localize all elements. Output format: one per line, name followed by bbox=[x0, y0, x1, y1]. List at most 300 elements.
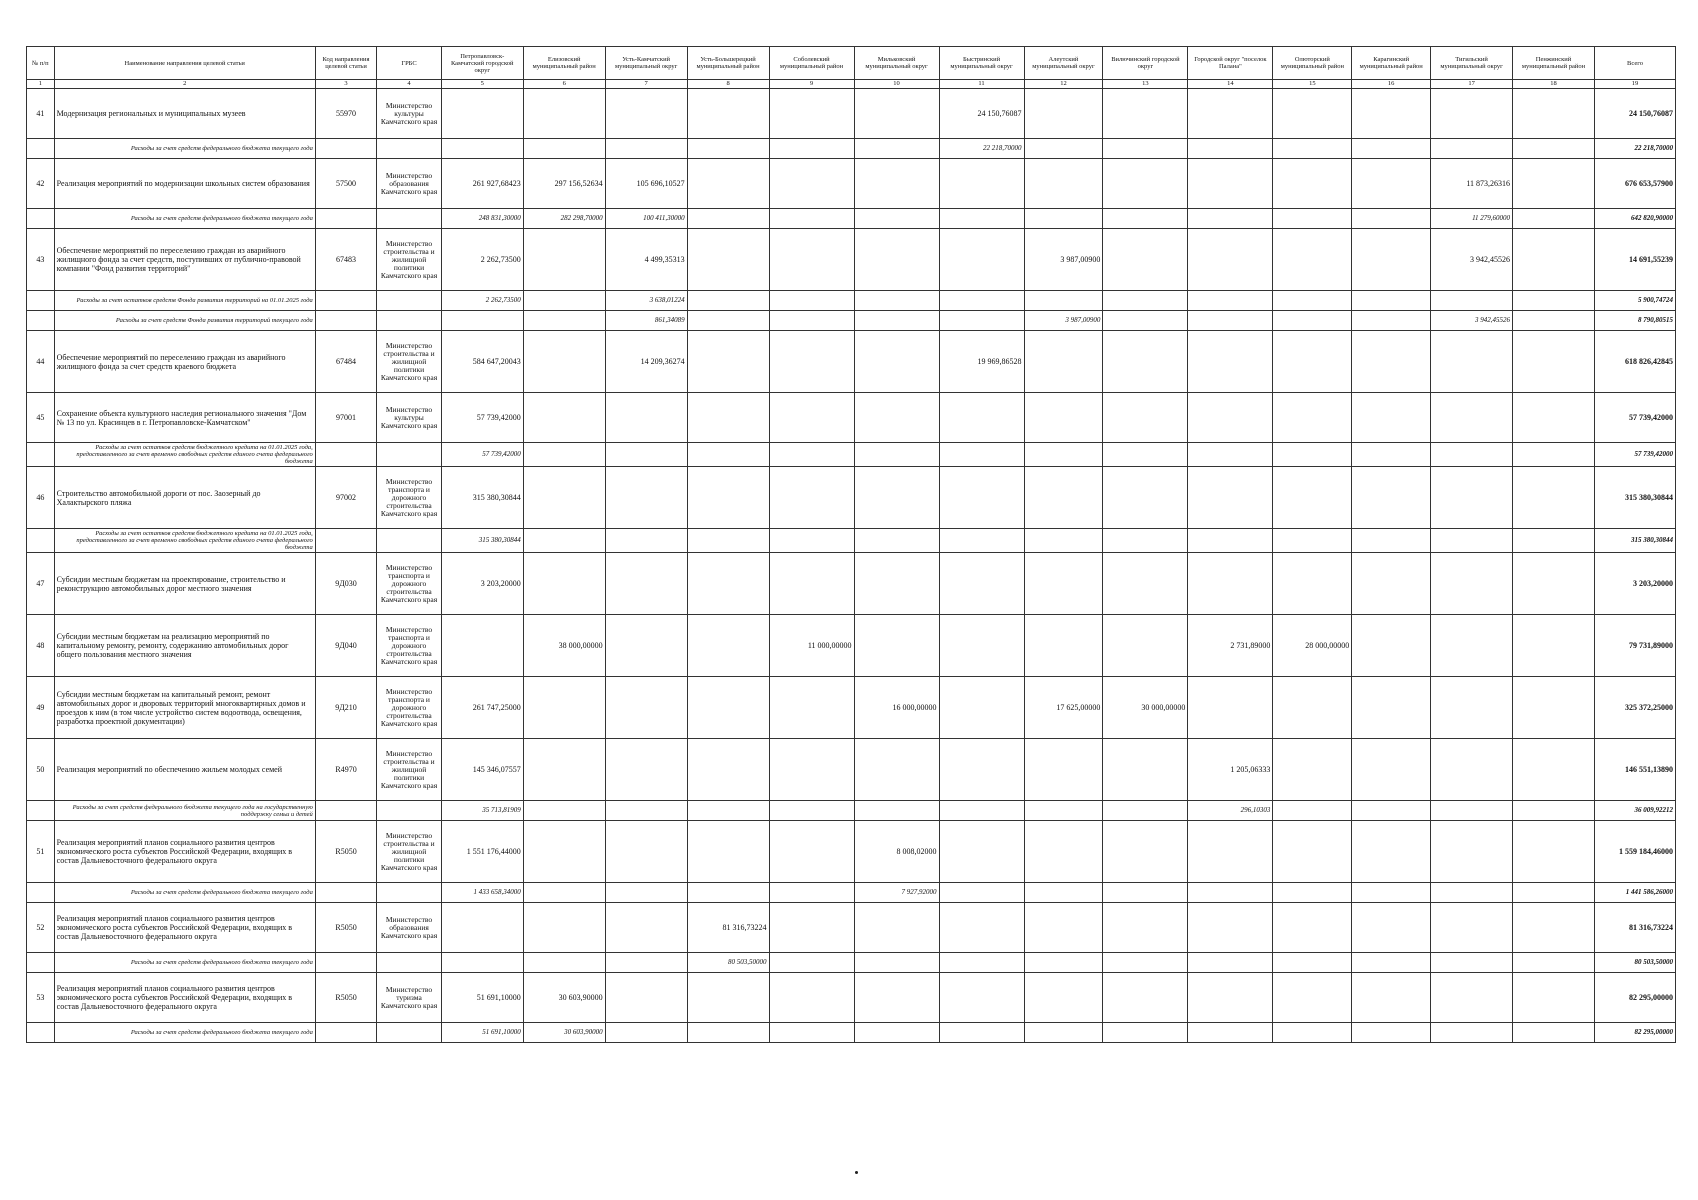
row-value-cell bbox=[1513, 467, 1595, 529]
row-code-cell: 67483 bbox=[315, 229, 376, 291]
row-value-cell bbox=[1273, 229, 1352, 291]
row-name-cell: Реализация мероприятий планов социального развития центров экономического роста субъектов Российской Федерации, входящих в состав Дальневосточного федерального округа bbox=[54, 973, 315, 1023]
row-number-cell: 45 bbox=[27, 393, 55, 443]
row-value-cell bbox=[1188, 821, 1273, 883]
row-name-cell: Расходы за счет остатков средств бюджетного кредита на 01.01.2025 года, предоставленного за счет временно свободных средств единого счета федерального бюджета bbox=[54, 443, 315, 467]
row-number-cell bbox=[27, 1023, 55, 1043]
row-name-cell: Расходы за счет остатков средств бюджетного кредита на 01.01.2025 года, предоставленного за счет временно свободных средств единого счета федерального бюджета bbox=[54, 529, 315, 553]
column-number: 5 bbox=[441, 80, 523, 89]
row-value-cell bbox=[605, 553, 687, 615]
row-value-cell: 3 638,01224 bbox=[605, 291, 687, 311]
row-value-cell bbox=[605, 139, 687, 159]
row-value-cell bbox=[523, 883, 605, 903]
row-value-cell bbox=[1273, 739, 1352, 801]
row-value-cell bbox=[1352, 229, 1431, 291]
row-value-cell bbox=[854, 229, 939, 291]
row-value-cell bbox=[523, 801, 605, 821]
row-name-cell: Реализация мероприятий по модернизации школьных систем образования bbox=[54, 159, 315, 209]
row-value-cell: 2 262,73500 bbox=[441, 291, 523, 311]
row-value-cell bbox=[1273, 903, 1352, 953]
row-value-cell bbox=[1188, 529, 1273, 553]
row-value-cell bbox=[1431, 139, 1513, 159]
row-number-cell: 47 bbox=[27, 553, 55, 615]
row-value-cell bbox=[687, 973, 769, 1023]
row-grbs-cell: Министерство транспорта и дорожного строительства Камчатского края bbox=[377, 553, 442, 615]
row-code-cell: 9Д210 bbox=[315, 677, 376, 739]
row-value-cell bbox=[1352, 677, 1431, 739]
row-value-cell bbox=[1431, 467, 1513, 529]
table-subrow bbox=[27, 1023, 1676, 1043]
row-value-cell bbox=[1103, 821, 1188, 883]
row-code-cell: R5050 bbox=[315, 821, 376, 883]
row-total-cell: 325 372,25000 bbox=[1594, 677, 1675, 739]
row-value-cell bbox=[523, 291, 605, 311]
row-value-cell bbox=[939, 467, 1024, 529]
row-value-cell bbox=[854, 89, 939, 139]
row-total-cell: 82 295,00000 bbox=[1594, 1023, 1675, 1043]
row-number-cell: 52 bbox=[27, 903, 55, 953]
row-value-cell bbox=[687, 801, 769, 821]
row-value-cell bbox=[854, 953, 939, 973]
row-value-cell bbox=[1273, 139, 1352, 159]
row-value-cell bbox=[939, 677, 1024, 739]
row-value-cell bbox=[687, 311, 769, 331]
row-value-cell bbox=[769, 801, 854, 821]
row-value-cell bbox=[1273, 443, 1352, 467]
row-grbs-cell bbox=[377, 883, 442, 903]
row-grbs-cell bbox=[377, 291, 442, 311]
table-body bbox=[27, 89, 1676, 1043]
row-value-cell bbox=[605, 677, 687, 739]
table-header bbox=[27, 47, 1676, 89]
row-value-cell bbox=[441, 89, 523, 139]
row-code-cell bbox=[315, 209, 376, 229]
row-value-cell bbox=[1352, 311, 1431, 331]
row-value-cell bbox=[1024, 467, 1103, 529]
row-value-cell bbox=[854, 443, 939, 467]
row-value-cell bbox=[1188, 903, 1273, 953]
table-row bbox=[27, 467, 1676, 529]
row-value-cell bbox=[854, 209, 939, 229]
row-grbs-cell: Министерство культуры Камчатского края bbox=[377, 393, 442, 443]
row-name-cell: Расходы за счет средств федерального бюджета текущего года bbox=[54, 883, 315, 903]
row-value-cell bbox=[1352, 1023, 1431, 1043]
budget-allocation-table bbox=[26, 46, 1676, 1043]
table-row bbox=[27, 903, 1676, 953]
row-total-cell: 24 150,76087 bbox=[1594, 89, 1675, 139]
row-value-cell bbox=[1352, 821, 1431, 883]
row-value-cell bbox=[1273, 291, 1352, 311]
row-value-cell bbox=[1024, 529, 1103, 553]
column-number: 8 bbox=[687, 80, 769, 89]
row-value-cell bbox=[1513, 677, 1595, 739]
table-row bbox=[27, 677, 1676, 739]
row-value-cell bbox=[769, 443, 854, 467]
row-value-cell bbox=[687, 883, 769, 903]
row-value-cell bbox=[1024, 89, 1103, 139]
row-value-cell bbox=[939, 443, 1024, 467]
row-value-cell bbox=[1431, 1023, 1513, 1043]
row-number-cell bbox=[27, 529, 55, 553]
row-value-cell bbox=[939, 159, 1024, 209]
row-value-cell bbox=[523, 393, 605, 443]
row-number-cell: 48 bbox=[27, 615, 55, 677]
row-value-cell bbox=[1273, 821, 1352, 883]
row-value-cell: 2 262,73500 bbox=[441, 229, 523, 291]
row-value-cell bbox=[687, 467, 769, 529]
row-value-cell bbox=[1352, 883, 1431, 903]
row-name-cell: Модернизация региональных и муниципальных музеев bbox=[54, 89, 315, 139]
row-value-cell bbox=[1024, 209, 1103, 229]
row-value-cell bbox=[939, 553, 1024, 615]
row-total-cell: 1 559 184,46000 bbox=[1594, 821, 1675, 883]
row-value-cell: 38 000,00000 bbox=[523, 615, 605, 677]
row-value-cell bbox=[1352, 903, 1431, 953]
row-number-cell: 49 bbox=[27, 677, 55, 739]
row-value-cell: 7 927,92000 bbox=[854, 883, 939, 903]
row-grbs-cell bbox=[377, 801, 442, 821]
row-value-cell bbox=[605, 1023, 687, 1043]
row-value-cell bbox=[1273, 467, 1352, 529]
row-number-cell: 50 bbox=[27, 739, 55, 801]
row-value-cell: 3 942,45526 bbox=[1431, 311, 1513, 331]
row-value-cell bbox=[605, 529, 687, 553]
row-number-cell bbox=[27, 883, 55, 903]
column-header: Код направления целевой статьи bbox=[315, 47, 376, 80]
row-total-cell: 146 551,13890 bbox=[1594, 739, 1675, 801]
row-value-cell bbox=[854, 393, 939, 443]
row-value-cell bbox=[687, 615, 769, 677]
row-value-cell bbox=[1352, 529, 1431, 553]
row-value-cell bbox=[769, 209, 854, 229]
row-value-cell: 315 380,30844 bbox=[441, 467, 523, 529]
row-total-cell: 14 691,55239 bbox=[1594, 229, 1675, 291]
row-value-cell bbox=[523, 553, 605, 615]
column-number: 10 bbox=[854, 80, 939, 89]
row-value-cell bbox=[769, 953, 854, 973]
row-value-cell bbox=[1103, 443, 1188, 467]
row-value-cell: 11 000,00000 bbox=[769, 615, 854, 677]
row-total-cell: 8 790,80515 bbox=[1594, 311, 1675, 331]
row-value-cell bbox=[1431, 553, 1513, 615]
row-value-cell bbox=[854, 467, 939, 529]
row-value-cell: 30 603,90000 bbox=[523, 1023, 605, 1043]
row-code-cell bbox=[315, 529, 376, 553]
row-value-cell bbox=[769, 739, 854, 801]
row-grbs-cell: Министерство строительства и жилищной политики Камчатского края bbox=[377, 331, 442, 393]
row-value-cell bbox=[1352, 553, 1431, 615]
column-header: Пенжинский муниципальный район bbox=[1513, 47, 1595, 80]
row-value-cell bbox=[605, 883, 687, 903]
row-value-cell: 145 346,07557 bbox=[441, 739, 523, 801]
row-value-cell bbox=[1513, 229, 1595, 291]
row-value-cell bbox=[687, 443, 769, 467]
row-value-cell bbox=[1513, 615, 1595, 677]
row-value-cell bbox=[854, 331, 939, 393]
row-value-cell bbox=[769, 291, 854, 311]
row-value-cell bbox=[1431, 953, 1513, 973]
row-value-cell bbox=[1513, 821, 1595, 883]
row-value-cell bbox=[1273, 801, 1352, 821]
row-value-cell bbox=[1188, 553, 1273, 615]
row-value-cell bbox=[687, 209, 769, 229]
row-value-cell bbox=[1024, 821, 1103, 883]
row-code-cell: 97002 bbox=[315, 467, 376, 529]
row-value-cell bbox=[1431, 331, 1513, 393]
column-header: Усть-Большерецкий муниципальный район bbox=[687, 47, 769, 80]
row-value-cell bbox=[605, 903, 687, 953]
row-grbs-cell: Министерство культуры Камчатского края bbox=[377, 89, 442, 139]
row-value-cell bbox=[1103, 139, 1188, 159]
column-header: ГРБС bbox=[377, 47, 442, 80]
row-value-cell bbox=[1103, 311, 1188, 331]
row-value-cell bbox=[441, 311, 523, 331]
column-number: 1 bbox=[27, 80, 55, 89]
table-subrow bbox=[27, 291, 1676, 311]
column-number: 13 bbox=[1103, 80, 1188, 89]
row-value-cell bbox=[687, 331, 769, 393]
row-code-cell: 97001 bbox=[315, 393, 376, 443]
row-value-cell bbox=[1513, 311, 1595, 331]
row-value-cell bbox=[769, 529, 854, 553]
row-value-cell: 105 696,10527 bbox=[605, 159, 687, 209]
row-value-cell bbox=[939, 739, 1024, 801]
row-value-cell bbox=[939, 229, 1024, 291]
row-name-cell: Сохранение объекта культурного наследия регионального значения "Дом № 13 по ул. Красинцев в г. Петропавловске-Камчатском" bbox=[54, 393, 315, 443]
row-value-cell: 11 873,26316 bbox=[1431, 159, 1513, 209]
row-value-cell bbox=[1431, 291, 1513, 311]
column-number: 4 bbox=[377, 80, 442, 89]
row-value-cell bbox=[1513, 903, 1595, 953]
row-value-cell: 28 000,00000 bbox=[1273, 615, 1352, 677]
row-total-cell: 80 503,50000 bbox=[1594, 953, 1675, 973]
row-total-cell: 642 820,90000 bbox=[1594, 209, 1675, 229]
row-name-cell: Обеспечение мероприятий по переселению граждан из аварийного жилищного фонда за счет средств краевого бюджета bbox=[54, 331, 315, 393]
row-value-cell: 261 747,25000 bbox=[441, 677, 523, 739]
row-total-cell: 81 316,73224 bbox=[1594, 903, 1675, 953]
row-value-cell bbox=[687, 553, 769, 615]
column-number: 18 bbox=[1513, 80, 1595, 89]
column-number: 19 bbox=[1594, 80, 1675, 89]
row-grbs-cell: Министерство строительства и жилищной политики Камчатского края bbox=[377, 739, 442, 801]
row-value-cell bbox=[1188, 291, 1273, 311]
row-value-cell bbox=[939, 529, 1024, 553]
row-value-cell bbox=[1273, 973, 1352, 1023]
row-value-cell: 57 739,42000 bbox=[441, 443, 523, 467]
row-value-cell bbox=[1431, 801, 1513, 821]
row-value-cell bbox=[769, 311, 854, 331]
row-value-cell bbox=[1024, 953, 1103, 973]
row-number-cell: 44 bbox=[27, 331, 55, 393]
row-value-cell bbox=[1103, 883, 1188, 903]
row-grbs-cell bbox=[377, 443, 442, 467]
row-value-cell bbox=[1431, 89, 1513, 139]
row-value-cell bbox=[1513, 801, 1595, 821]
row-value-cell bbox=[1352, 139, 1431, 159]
row-total-cell: 5 900,74724 bbox=[1594, 291, 1675, 311]
column-header: Мильковский муниципальный округ bbox=[854, 47, 939, 80]
row-value-cell bbox=[687, 821, 769, 883]
row-value-cell bbox=[1188, 883, 1273, 903]
row-number-cell bbox=[27, 311, 55, 331]
row-value-cell: 57 739,42000 bbox=[441, 393, 523, 443]
header-row bbox=[27, 47, 1676, 80]
row-value-cell bbox=[1188, 209, 1273, 229]
row-value-cell: 51 691,10000 bbox=[441, 1023, 523, 1043]
row-value-cell: 248 831,30000 bbox=[441, 209, 523, 229]
row-value-cell bbox=[1352, 739, 1431, 801]
row-name-cell: Расходы за счет средств Фонда развития территорий текущего года bbox=[54, 311, 315, 331]
row-value-cell bbox=[523, 331, 605, 393]
column-number: 6 bbox=[523, 80, 605, 89]
row-value-cell: 3 987,00900 bbox=[1024, 229, 1103, 291]
row-value-cell bbox=[523, 229, 605, 291]
row-grbs-cell: Министерство транспорта и дорожного строительства Камчатского края bbox=[377, 615, 442, 677]
row-value-cell bbox=[1352, 801, 1431, 821]
column-header: Усть-Камчатский муниципальный округ bbox=[605, 47, 687, 80]
column-header: Елизовский муниципальный район bbox=[523, 47, 605, 80]
row-total-cell: 315 380,30844 bbox=[1594, 467, 1675, 529]
row-value-cell bbox=[1273, 209, 1352, 229]
row-value-cell bbox=[854, 311, 939, 331]
row-value-cell bbox=[441, 139, 523, 159]
row-code-cell bbox=[315, 953, 376, 973]
row-value-cell bbox=[939, 1023, 1024, 1043]
column-number: 16 bbox=[1352, 80, 1431, 89]
row-value-cell: 100 411,30000 bbox=[605, 209, 687, 229]
row-value-cell bbox=[939, 291, 1024, 311]
table-row bbox=[27, 739, 1676, 801]
row-value-cell bbox=[1352, 89, 1431, 139]
row-total-cell: 618 826,42845 bbox=[1594, 331, 1675, 393]
row-value-cell: 1 205,06333 bbox=[1188, 739, 1273, 801]
row-number-cell: 43 bbox=[27, 229, 55, 291]
row-value-cell: 8 008,02000 bbox=[854, 821, 939, 883]
row-value-cell bbox=[769, 1023, 854, 1043]
row-grbs-cell bbox=[377, 1023, 442, 1043]
row-value-cell: 3 987,00900 bbox=[1024, 311, 1103, 331]
column-number: 12 bbox=[1024, 80, 1103, 89]
row-value-cell bbox=[687, 739, 769, 801]
row-name-cell: Расходы за счет средств федерального бюджета текущего года bbox=[54, 1023, 315, 1043]
column-number: 2 bbox=[54, 80, 315, 89]
row-grbs-cell bbox=[377, 139, 442, 159]
row-value-cell bbox=[1103, 393, 1188, 443]
row-grbs-cell: Министерство транспорта и дорожного строительства Камчатского края bbox=[377, 467, 442, 529]
row-value-cell bbox=[769, 677, 854, 739]
row-value-cell bbox=[441, 903, 523, 953]
row-value-cell bbox=[769, 467, 854, 529]
row-value-cell bbox=[1513, 953, 1595, 973]
row-value-cell bbox=[1024, 553, 1103, 615]
row-value-cell: 584 647,20043 bbox=[441, 331, 523, 393]
row-value-cell bbox=[1188, 443, 1273, 467]
row-value-cell bbox=[1431, 677, 1513, 739]
row-value-cell bbox=[1103, 903, 1188, 953]
row-value-cell bbox=[1103, 615, 1188, 677]
row-value-cell bbox=[1103, 89, 1188, 139]
row-grbs-cell: Министерство туризма Камчатского края bbox=[377, 973, 442, 1023]
row-value-cell bbox=[1024, 159, 1103, 209]
row-value-cell bbox=[1103, 739, 1188, 801]
row-name-cell: Расходы за счет остатков средств Фонда развития территорий на 01.01.2025 года bbox=[54, 291, 315, 311]
row-code-cell: R4970 bbox=[315, 739, 376, 801]
row-number-cell: 53 bbox=[27, 973, 55, 1023]
row-value-cell bbox=[1103, 209, 1188, 229]
row-value-cell bbox=[1431, 443, 1513, 467]
table-subrow bbox=[27, 529, 1676, 553]
row-value-cell bbox=[1024, 883, 1103, 903]
row-value-cell bbox=[687, 393, 769, 443]
row-value-cell bbox=[1188, 973, 1273, 1023]
row-name-cell: Расходы за счет средств федерального бюджета текущего года на государственную поддержку семьи и детей bbox=[54, 801, 315, 821]
row-grbs-cell bbox=[377, 529, 442, 553]
row-total-cell: 1 441 586,26000 bbox=[1594, 883, 1675, 903]
row-total-cell: 79 731,89000 bbox=[1594, 615, 1675, 677]
row-code-cell bbox=[315, 1023, 376, 1043]
row-value-cell bbox=[1024, 903, 1103, 953]
row-value-cell: 22 218,70000 bbox=[939, 139, 1024, 159]
column-header: Соболевский муниципальный район bbox=[769, 47, 854, 80]
row-value-cell bbox=[1431, 393, 1513, 443]
row-value-cell bbox=[1188, 677, 1273, 739]
row-value-cell bbox=[769, 229, 854, 291]
row-value-cell: 80 503,50000 bbox=[687, 953, 769, 973]
column-header: Быстринский муниципальный округ bbox=[939, 47, 1024, 80]
row-value-cell bbox=[1024, 331, 1103, 393]
row-value-cell bbox=[939, 209, 1024, 229]
row-number-cell bbox=[27, 139, 55, 159]
row-value-cell: 4 499,35313 bbox=[605, 229, 687, 291]
row-value-cell bbox=[1188, 139, 1273, 159]
row-value-cell bbox=[441, 615, 523, 677]
row-grbs-cell: Министерство транспорта и дорожного строительства Камчатского края bbox=[377, 677, 442, 739]
row-value-cell: 30 000,00000 bbox=[1103, 677, 1188, 739]
row-value-cell bbox=[1513, 443, 1595, 467]
row-value-cell bbox=[1188, 331, 1273, 393]
column-number: 7 bbox=[605, 80, 687, 89]
row-total-cell: 315 380,30844 bbox=[1594, 529, 1675, 553]
row-value-cell bbox=[1431, 615, 1513, 677]
row-value-cell bbox=[1103, 529, 1188, 553]
row-value-cell: 51 691,10000 bbox=[441, 973, 523, 1023]
row-value-cell bbox=[1103, 331, 1188, 393]
column-header: Тигильский муниципальный округ bbox=[1431, 47, 1513, 80]
row-value-cell: 297 156,52634 bbox=[523, 159, 605, 209]
row-value-cell bbox=[605, 89, 687, 139]
row-value-cell: 296,10303 bbox=[1188, 801, 1273, 821]
row-value-cell bbox=[1513, 139, 1595, 159]
row-value-cell bbox=[523, 529, 605, 553]
row-value-cell: 282 298,70000 bbox=[523, 209, 605, 229]
row-value-cell bbox=[1103, 1023, 1188, 1043]
row-code-cell: 57500 bbox=[315, 159, 376, 209]
row-code-cell bbox=[315, 311, 376, 331]
row-value-cell bbox=[769, 821, 854, 883]
row-value-cell bbox=[1352, 291, 1431, 311]
row-value-cell: 315 380,30844 bbox=[441, 529, 523, 553]
row-value-cell bbox=[1273, 311, 1352, 331]
row-value-cell bbox=[1024, 801, 1103, 821]
row-value-cell bbox=[1352, 467, 1431, 529]
row-value-cell: 861,34089 bbox=[605, 311, 687, 331]
row-value-cell bbox=[605, 973, 687, 1023]
row-code-cell bbox=[315, 139, 376, 159]
table-row bbox=[27, 973, 1676, 1023]
row-value-cell bbox=[1103, 291, 1188, 311]
row-value-cell: 16 000,00000 bbox=[854, 677, 939, 739]
row-value-cell bbox=[1024, 615, 1103, 677]
